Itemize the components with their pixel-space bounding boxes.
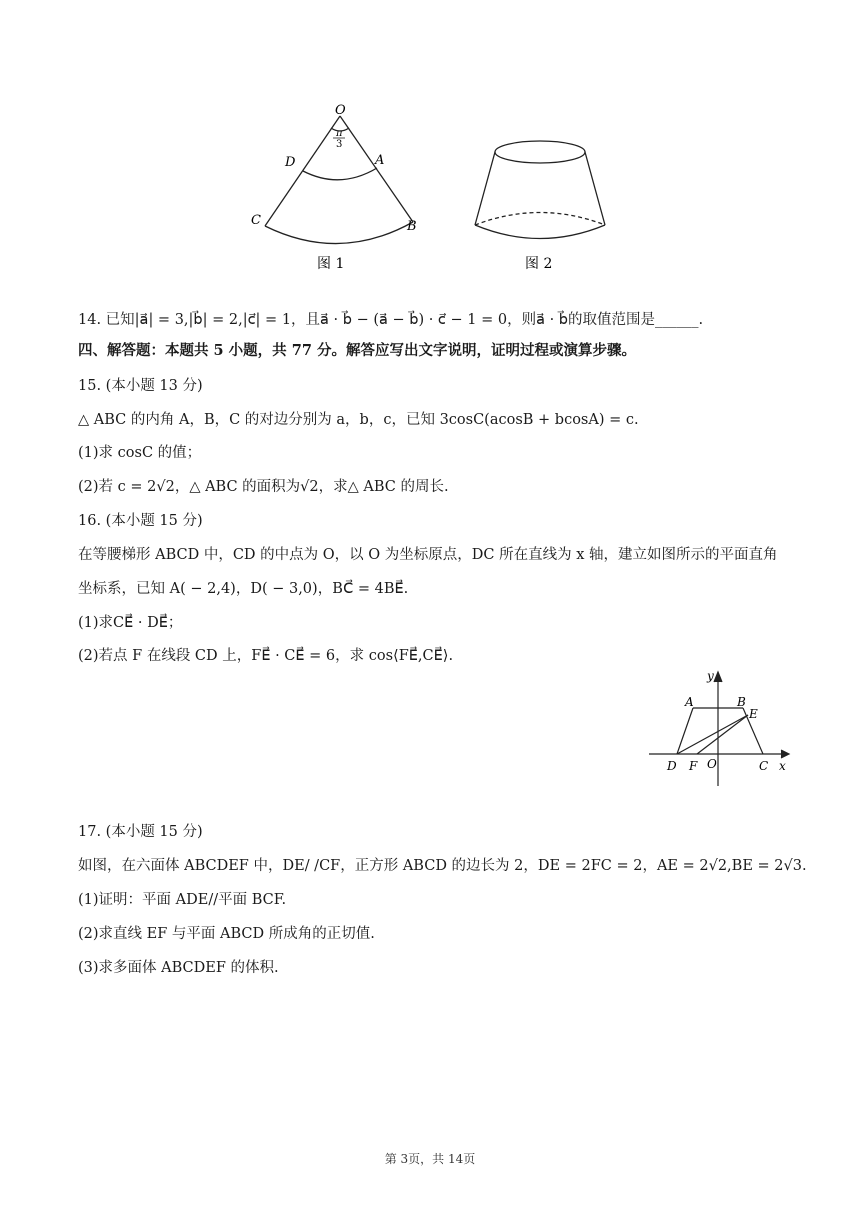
q17-stem: 如图，在六面体 ABCDEF 中，DE/ /CF，正方形 ABCD 的边长为 2，DE = 2FC = 2，AE = 2√2,BE = 2√3. — [78, 858, 807, 874]
section-4-title: 四、解答题：本题共 5 小题，共 77 分。解答应写出文字说明，证明过程或演算步骤。 — [78, 342, 636, 359]
figure-1-caption: 图 1 — [317, 256, 345, 272]
q16-stem-line-1: 在等腰梯形 ABCD 中，CD 的中点为 O，以 O 为坐标原点，DC 所在直线为 x 轴，建立如图所示的平面直角 — [78, 547, 778, 563]
label-D: D — [285, 155, 296, 170]
angle-den: 3 — [336, 139, 343, 150]
q16-part-2: (2)若点 F 在线段 CD 上，FE⃗ · CE⃗ = 6，求 cos⟨FE⃗,CE⃗⟩. — [78, 648, 454, 664]
label-B: B — [407, 219, 417, 234]
figure-q16-trapezoid — [645, 668, 795, 788]
q16-stem-line-2: 坐标系，已知 A( − 2,4)，D( − 3,0)，BC⃗ = 4BE⃗. — [78, 581, 409, 597]
figure-1-sector — [245, 98, 435, 278]
q16-part-1: (1)求CE⃗ · DE⃗； — [78, 615, 183, 631]
q16-header: 16. (本小题 15 分) — [78, 513, 203, 529]
q15-header: 15. (本小题 13 分) — [78, 378, 203, 394]
q17-header: 17. (本小题 15 分) — [78, 824, 203, 840]
point-B: B — [737, 695, 746, 709]
q17-part-1: (1)证明：平面 ADE//平面 BCF. — [78, 892, 287, 908]
figure-2-caption: 图 2 — [525, 256, 553, 272]
label-A: A — [375, 153, 385, 168]
question-14: 14. 已知|a⃗| = 3,|b⃗| = 2,|c⃗| = 1，且a⃗ · b⃗ − (a⃗ − b⃗) · c⃗ − 1 = 0，则a⃗ · b⃗的取值范围是______. — [78, 312, 704, 328]
point-E: E — [749, 707, 758, 721]
label-C: C — [251, 213, 261, 228]
axis-x-label: x — [779, 759, 786, 773]
q17-part-2: (2)求直线 EF 与平面 ABCD 所成角的正切值. — [78, 926, 375, 942]
page-footer: 第 3页，共 14页 — [384, 1152, 476, 1166]
axis-y-label: y — [707, 669, 714, 683]
point-D: D — [667, 759, 677, 773]
label-O: O — [335, 103, 346, 118]
figure-2-frustum — [465, 128, 615, 278]
point-C: C — [759, 759, 769, 773]
q15-part-2: (2)若 c = 2√2，△ ABC 的面积为√2，求△ ABC 的周长. — [78, 479, 449, 495]
q15-stem: △ ABC 的内角 A，B，C 的对边分别为 a，b，c，已知 3cosC(acosB + bcosA) = c. — [78, 412, 639, 428]
angle-num: π — [336, 128, 343, 139]
q15-part-1: (1)求 cosC 的值； — [78, 445, 202, 461]
point-F: F — [689, 759, 698, 773]
point-A: A — [685, 695, 694, 709]
point-O: O — [707, 757, 717, 771]
q17-part-3: (3)求多面体 ABCDEF 的体积. — [78, 960, 279, 976]
